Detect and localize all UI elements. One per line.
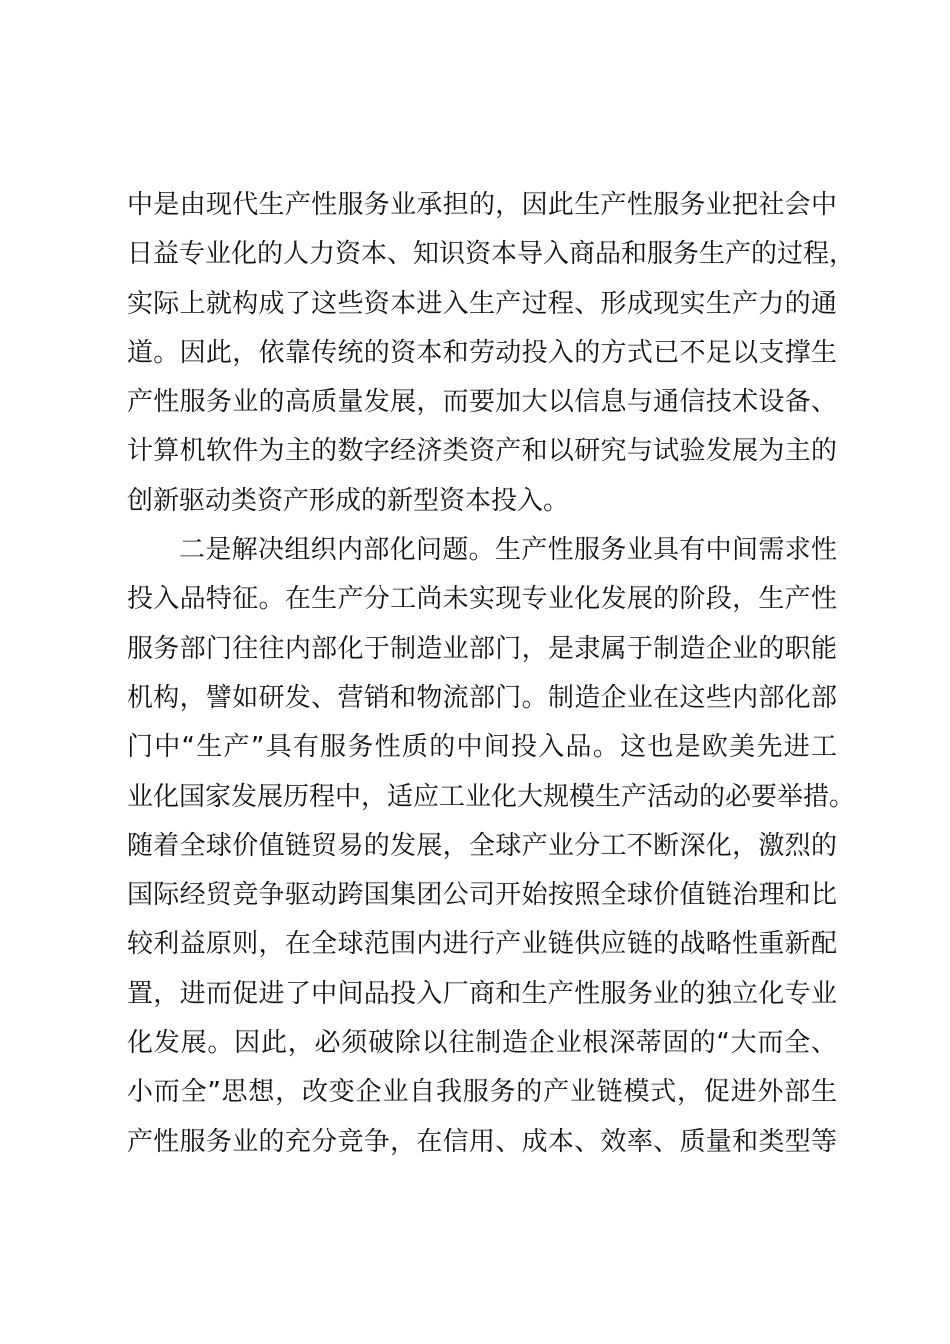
text-line: 门中“生产”具有服务性质的中间投入品。这也是欧美先进工 — [127, 732, 837, 763]
text-line: 产性服务业的高质量发展，而要加大以信息与通信技术设备、 — [127, 387, 837, 418]
text-line: 国际经贸竞争驱动跨国集团公司开始按照全球价值链治理和比 — [127, 880, 837, 911]
text-line: 随着全球价值链贸易的发展，全球产业分工不断深化，激烈的 — [127, 830, 837, 861]
text-line: 置，进而促进了中间品投入厂商和生产性服务业的独立化专业 — [127, 978, 837, 1009]
text-line-last: 创新驱动类资产形成的新型资本投入。 — [127, 485, 570, 516]
text-line: 产性服务业的充分竞争，在信用、成本、效率、质量和类型等 — [127, 1126, 837, 1157]
text-line: 道。因此，依靠传统的资本和劳动投入的方式已不足以支撑生 — [127, 337, 837, 368]
text-line: 小而全”思想，改变企业自我服务的产业链模式，促进外部生 — [127, 1077, 837, 1108]
text-line: 机构，譬如研发、营销和物流部门。制造企业在这些内部化部 — [127, 682, 837, 713]
text-line: 业化国家发展历程中，适应工业化大规模生产活动的必要举措。 — [127, 781, 856, 812]
paragraph-1 — [127, 181, 856, 526]
text-line: 实际上就构成了这些资本进入生产过程、形成现实生产力的通 — [127, 288, 837, 319]
text-line: 化发展。因此，必须破除以往制造企业根深蒂固的“大而全、 — [127, 1028, 837, 1059]
text-line: 较利益原则，在全球范围内进行产业链供应链的战略性重新配 — [127, 929, 837, 960]
text-line-first: 二是解决组织内部化问题。生产性服务业具有中间需求性 — [179, 535, 837, 566]
text-line: 服务部门往往内部化于制造业部门，是隶属于制造企业的职能 — [127, 633, 837, 664]
text-line: 中是由现代生产性服务业承担的，因此生产性服务业把社会中 — [127, 190, 837, 220]
paragraph-2 — [127, 526, 856, 1167]
body-text — [127, 181, 856, 1167]
text-line: 日益专业化的人力资本、知识资本导入商品和服务生产的过程， — [127, 239, 856, 270]
text-line: 计算机软件为主的数字经济类资产和以研究与试验发展为主的 — [127, 436, 837, 467]
text-line: 投入品特征。在生产分工尚未实现专业化发展的阶段，生产性 — [127, 584, 837, 615]
